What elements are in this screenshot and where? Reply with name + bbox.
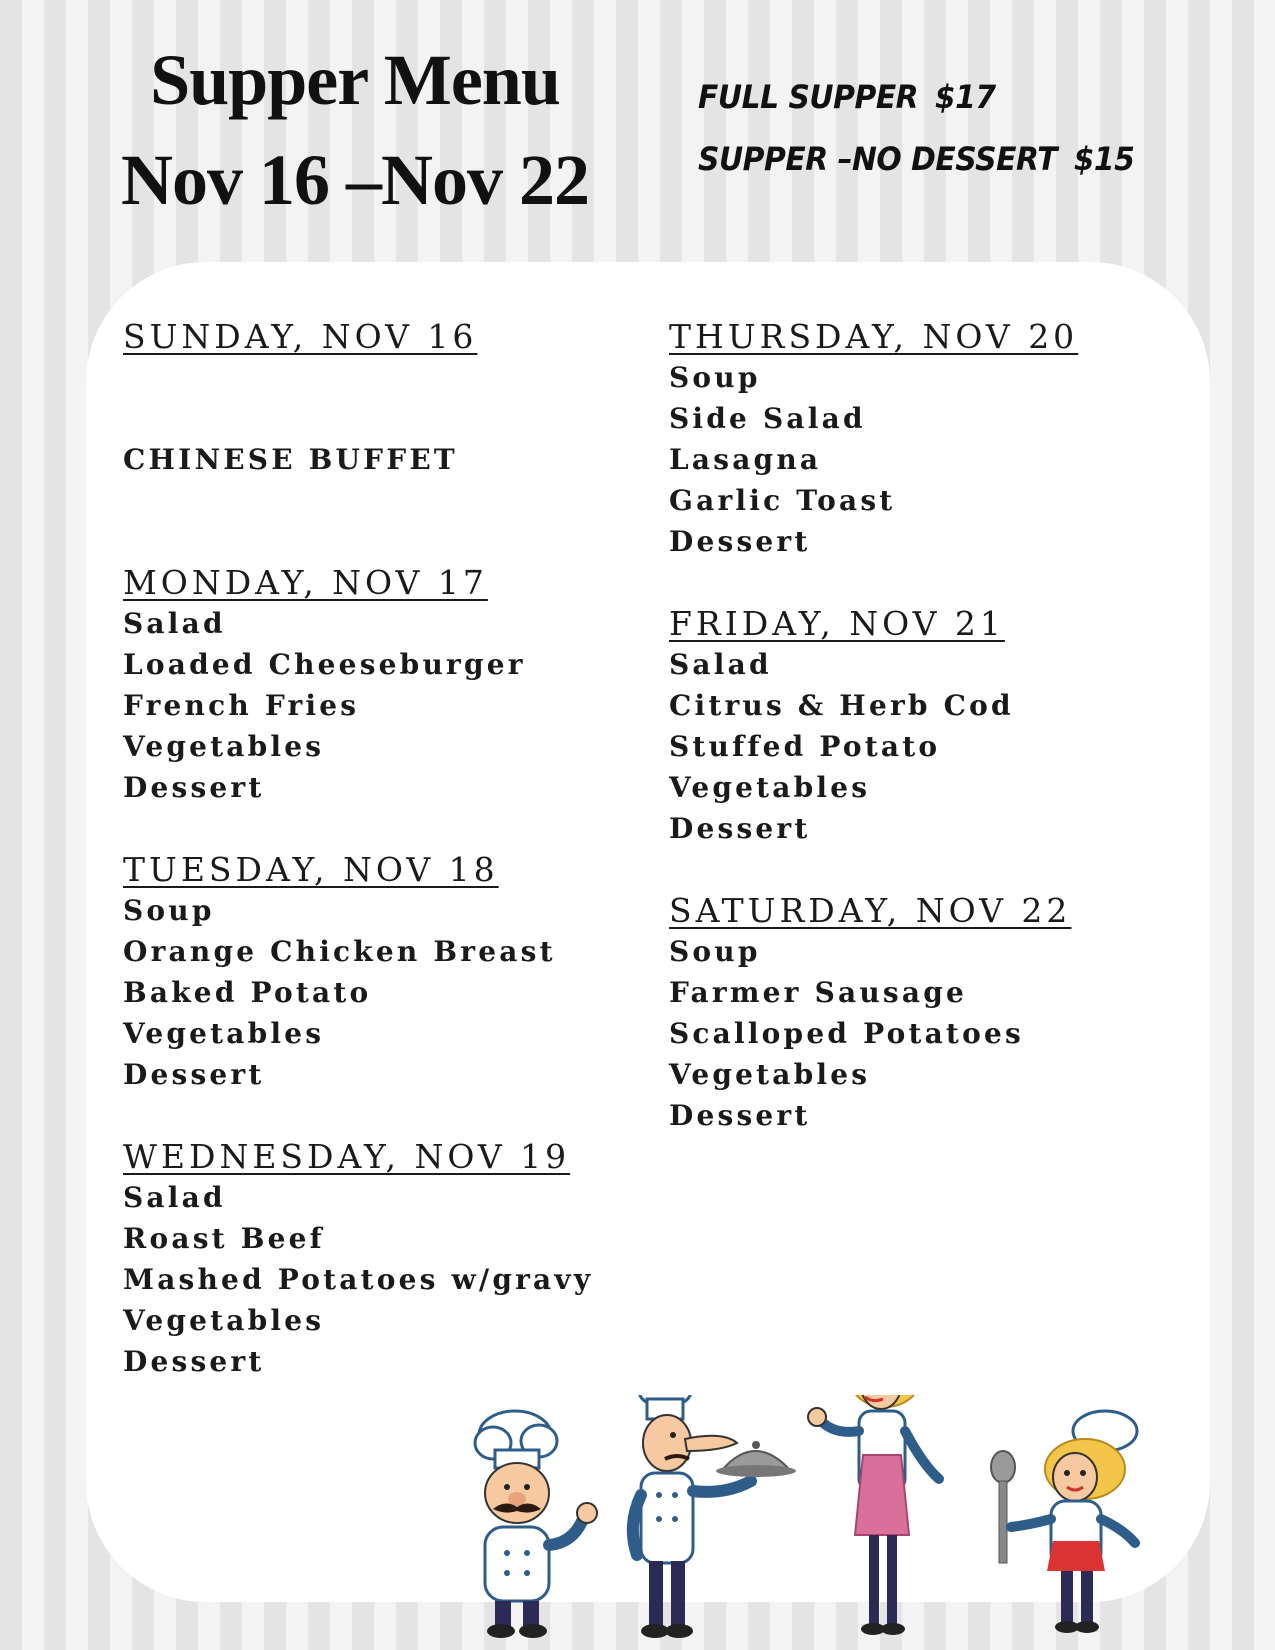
menu-item: Dessert: [123, 771, 265, 804]
menu-item: Scalloped Potatoes: [669, 1017, 1024, 1050]
price-label: SUPPER –NO DESSERT: [698, 140, 1057, 178]
title-line-1: Supper Menu: [150, 40, 560, 120]
menu-item: Garlic Toast: [669, 484, 896, 517]
menu-item: Salad: [123, 1181, 226, 1214]
menu-item: Stuffed Potato: [669, 730, 941, 763]
day-section-tuesday: [123, 849, 593, 1095]
menu-column-right: [669, 316, 1078, 1177]
menu-item: Lasagna: [669, 443, 822, 476]
menu-item: Mashed Potatoes w/gravy: [123, 1263, 594, 1296]
chef-woman: [808, 1395, 939, 1635]
menu-item: Orange Chicken Breast: [123, 935, 556, 968]
menu-item: Vegetables: [123, 730, 325, 763]
menu-item: Vegetables: [123, 1017, 325, 1050]
day-heading: FRIDAY, NOV 21: [669, 604, 1005, 643]
menu-item: Roast Beef: [123, 1222, 325, 1255]
menu-item: Soup: [123, 894, 215, 927]
menu-item: Salad: [123, 607, 226, 640]
menu-item: Side Salad: [669, 402, 866, 435]
chef-girl-with-spoon: [991, 1411, 1137, 1633]
menu-item: CHINESE BUFFET: [123, 443, 458, 476]
price-label: FULL SUPPER: [698, 78, 919, 116]
price-value: $15: [1073, 140, 1135, 178]
menu-item: Farmer Sausage: [669, 976, 968, 1009]
menu-item: Citrus & Herb Cod: [669, 689, 1014, 722]
menu-item: Vegetables: [669, 771, 871, 804]
menu-item: Soup: [669, 935, 761, 968]
price-full-supper: [698, 78, 1134, 140]
menu-item: Loaded Cheeseburger: [123, 648, 526, 681]
chef-mustache: [475, 1411, 597, 1638]
menu-item: French Fries: [123, 689, 360, 722]
menu-item: Dessert: [669, 1099, 811, 1132]
chefs-illustration: [455, 1395, 1195, 1645]
day-section-thursday: [669, 316, 1078, 562]
title-date-range: Nov 16 –Nov 22: [121, 140, 589, 220]
price-no-dessert: [698, 140, 1134, 202]
chef-with-cloche: [633, 1395, 796, 1638]
menu-item: Baked Potato: [123, 976, 372, 1009]
menu-item: Vegetables: [123, 1304, 325, 1337]
price-value: $17: [934, 78, 996, 116]
day-section-saturday: [669, 890, 1078, 1136]
day-heading: MONDAY, NOV 17: [123, 563, 488, 602]
menu-item: Vegetables: [669, 1058, 871, 1091]
menu-item: Soup: [669, 361, 761, 394]
day-heading: SUNDAY, NOV 16: [123, 317, 478, 356]
menu-item: Dessert: [669, 525, 811, 558]
day-section-wednesday: [123, 1136, 593, 1382]
menu-column-left: [123, 316, 593, 1423]
day-heading: SATURDAY, NOV 22: [669, 891, 1072, 930]
menu-item: Dessert: [669, 812, 811, 845]
day-section-friday: [669, 603, 1078, 849]
menu-item: Salad: [669, 648, 772, 681]
page-title: [95, 30, 615, 230]
day-section-sunday: [123, 316, 593, 480]
day-heading: TUESDAY, NOV 18: [123, 850, 499, 889]
price-list: [698, 78, 1134, 202]
day-heading: WEDNESDAY, NOV 19: [123, 1137, 571, 1176]
day-heading: THURSDAY, NOV 20: [669, 317, 1079, 356]
day-section-monday: [123, 562, 593, 808]
menu-item: Dessert: [123, 1345, 265, 1378]
menu-item: Dessert: [123, 1058, 265, 1091]
